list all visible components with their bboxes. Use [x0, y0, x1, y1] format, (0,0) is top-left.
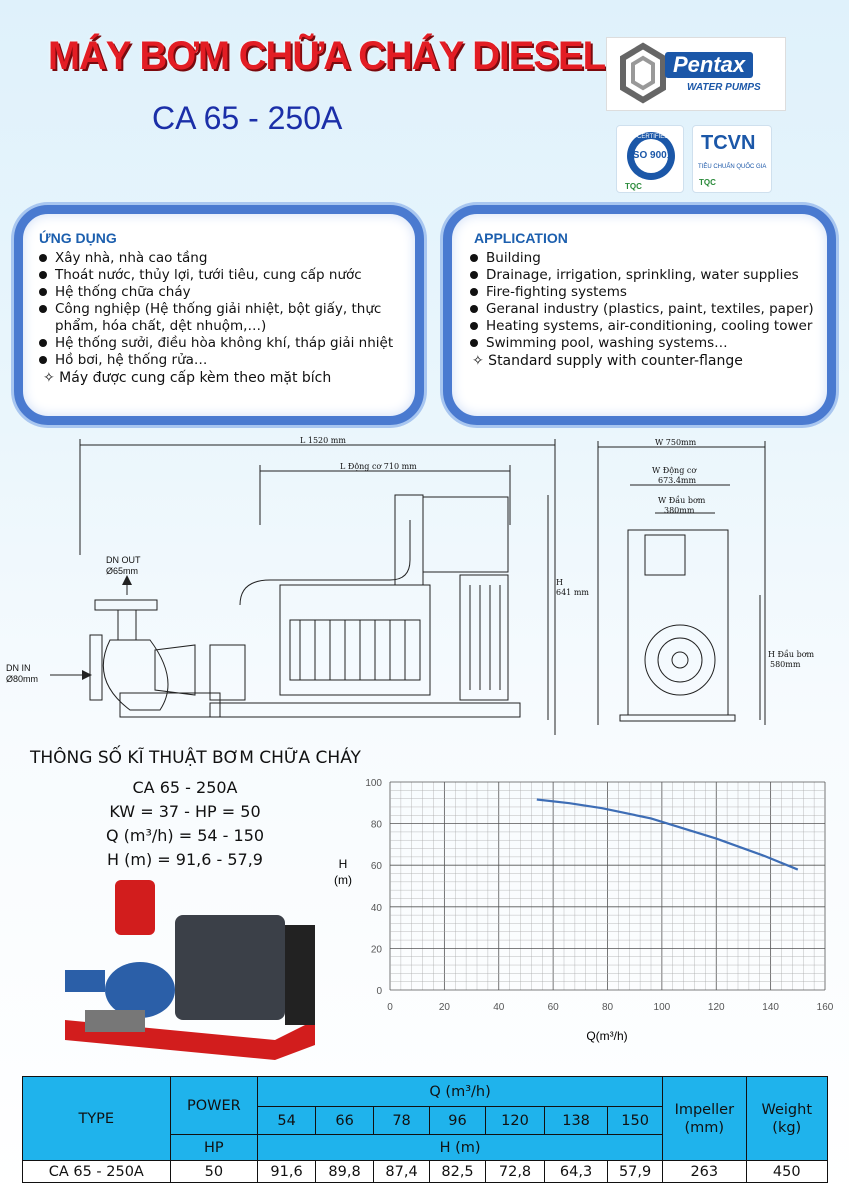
pentax-mark-icon [613, 38, 673, 112]
table-cell-h: 87,4 [374, 1161, 430, 1183]
width-pump-label [658, 496, 708, 515]
list-item: Thoát nước, thủy lợi, tưới tiêu, cung cấp nước [37, 267, 415, 284]
tcvn-tqc: TQC [699, 178, 716, 187]
dn-in-label [6, 663, 38, 684]
table-cell-h: 89,8 [316, 1161, 374, 1183]
table-cell-impeller: 263 [663, 1161, 746, 1183]
application-panel-en [443, 205, 836, 425]
table-row [23, 1161, 828, 1183]
list-item: Hệ thống chữa cháy [37, 284, 415, 301]
application-en-note: ✧ Standard supply with counter-flange [472, 353, 743, 369]
height-label-line2: 641 mm [556, 588, 589, 597]
photo-engine [175, 915, 285, 1020]
iso-tqc: TQC [625, 182, 642, 191]
photo-coupling [85, 1010, 145, 1032]
spec-flow: Q (m³/h) = 54 - 150 [105, 826, 265, 845]
table-weight-header: Weight (kg) [746, 1077, 827, 1161]
list-item: Fire-fighting systems [468, 284, 827, 301]
application-vn-list [37, 250, 415, 369]
list-item: Building [468, 250, 827, 267]
height-pump-label [768, 650, 817, 669]
dn-out-line1: DN OUT [106, 555, 141, 565]
x-tick-label: 0 [387, 1002, 393, 1013]
photo-pump-volute [105, 962, 175, 1018]
chart-grid [390, 782, 825, 990]
chart-series [537, 799, 798, 869]
width-total-label: W 750mm [655, 438, 697, 447]
series-line [537, 799, 798, 869]
table-cell-h: 64,3 [545, 1161, 608, 1183]
y-tick-label: 80 [370, 819, 382, 831]
width-engine-label [652, 466, 699, 485]
table-cell-h: 91,6 [258, 1161, 316, 1183]
application-vn-note: ✧ Máy được cung cấp kèm theo mặt bích [43, 370, 332, 386]
x-tick-label: 120 [707, 1002, 725, 1013]
table-q-value: 138 [545, 1107, 608, 1135]
table-cell-h: 57,9 [608, 1161, 663, 1183]
brand-name: Pentax [665, 52, 753, 78]
spec-model: CA 65 - 250A [132, 778, 238, 797]
brand-tagline: WATER PUMPS [687, 82, 761, 93]
x-tick-label: 80 [601, 1002, 614, 1013]
x-tick-label: 60 [547, 1002, 559, 1013]
table-hp-unit: HP [170, 1135, 258, 1161]
width-engine-line2: 673.4mm [658, 476, 697, 485]
photo-radiator [285, 925, 315, 1025]
model-subtitle: CA 65 - 250A [152, 100, 343, 136]
chart-ylabel-line: H [338, 857, 348, 871]
x-tick-label: 100 [653, 1002, 671, 1013]
technical-drawing [0, 435, 849, 735]
chart-ylabel [334, 857, 352, 887]
tcvn-cert-badge [692, 125, 772, 193]
photo-pump-inlet [65, 970, 105, 992]
x-tick-label: 20 [438, 1002, 450, 1013]
application-en-list [468, 250, 827, 352]
height-pump-line1: H Đầu bơm [768, 650, 815, 659]
height-label-line1: H [556, 578, 563, 587]
list-item: Swimming pool, washing systems… [468, 335, 827, 352]
list-item: Công nghiệp (Hệ thống giải nhiệt, bột giấy, thực phẩm, hóa chất, dệt nhuộm,…) [37, 301, 415, 335]
table-cell-weight: 450 [746, 1161, 827, 1183]
list-item: Hệ thống sưởi, điều hòa không khí, tháp giải nhiệt [37, 335, 415, 352]
chart-ticks [365, 778, 833, 1013]
application-en-title: APPLICATION [474, 230, 568, 246]
table-q-value: 96 [430, 1107, 486, 1135]
width-engine-line1: W Động cơ [652, 466, 697, 475]
spec-heading: THÔNG SỐ KĨ THUẬT BƠM CHỮA CHÁY [30, 748, 361, 768]
table-cell-h: 72,8 [486, 1161, 545, 1183]
dn-in-line2: Ø80mm [6, 674, 39, 684]
x-tick-label: 160 [816, 1002, 834, 1013]
spec-table [22, 1076, 828, 1183]
application-vn-title: ỨNG DỤNG [39, 230, 117, 246]
table-q-value: 150 [608, 1107, 663, 1135]
pump-photo [55, 870, 325, 1060]
height-pump-line2: 580mm [770, 660, 801, 669]
width-pump-line1: W Đầu bơm [658, 496, 706, 505]
list-item: Xây nhà, nhà cao tầng [37, 250, 415, 267]
spec-power: KW = 37 - HP = 50 [109, 802, 261, 821]
y-tick-label: 0 [376, 986, 382, 997]
table-q-value: 78 [374, 1107, 430, 1135]
tcvn-label: TCVN [701, 132, 756, 154]
table-type-header: TYPE [23, 1077, 171, 1161]
chart-xlabel: Q(m³/h) [586, 1029, 628, 1043]
x-tick-label: 140 [762, 1002, 779, 1013]
brand-logo [606, 37, 786, 111]
chart-ylabel-line: (m) [334, 873, 352, 887]
width-pump-line2: 380mm [664, 506, 695, 515]
iso-label: ISO 9001 [630, 150, 673, 161]
x-tick-label: 40 [493, 1002, 505, 1013]
table-cell-type: CA 65 - 250A [23, 1161, 171, 1183]
list-item: Geranal industry (plastics, paint, textiles, paper) [468, 301, 827, 318]
performance-chart [325, 770, 840, 1050]
photo-fuel-tank [115, 880, 155, 935]
table-cell-hp: 50 [170, 1161, 258, 1183]
dn-out-line2: Ø65mm [106, 566, 139, 576]
table-power-header: POWER [170, 1077, 258, 1135]
y-tick-label: 60 [370, 861, 382, 873]
table-q-header: Q (m³/h) [258, 1077, 663, 1107]
page-title: MÁY BƠM CHỮA CHÁY DIESEL [48, 34, 606, 78]
length-total-label: L 1520 mm [300, 436, 346, 445]
y-tick-label: 100 [365, 778, 382, 789]
table-q-value: 120 [486, 1107, 545, 1135]
y-tick-label: 20 [370, 944, 382, 956]
list-item: Drainage, irrigation, sprinkling, water supplies [468, 267, 827, 284]
list-item: Hồ bơi, hệ thống rửa… [37, 352, 415, 369]
table-cell-h: 82,5 [430, 1161, 486, 1183]
table-impeller-header: Impeller (mm) [663, 1077, 746, 1161]
table-q-value: 54 [258, 1107, 316, 1135]
application-panel-vn [14, 205, 424, 425]
spec-head: H (m) = 91,6 - 57,9 [107, 850, 263, 869]
dn-out-label [106, 555, 143, 576]
y-tick-label: 40 [370, 902, 382, 914]
iso-cert-badge [616, 125, 684, 193]
length-engine-label: L Động cơ 710 mm [340, 462, 417, 471]
dn-in-line1: DN IN [6, 663, 31, 673]
tcvn-sub: TIÊU CHUẨN QUỐC GIA [698, 164, 767, 170]
table-q-value: 66 [316, 1107, 374, 1135]
iso-ring-text: CERTIFIED [637, 134, 669, 140]
list-item: Heating systems, air-conditioning, cooling tower [468, 318, 827, 335]
height-label [556, 578, 589, 597]
table-h-header: H (m) [258, 1135, 663, 1161]
